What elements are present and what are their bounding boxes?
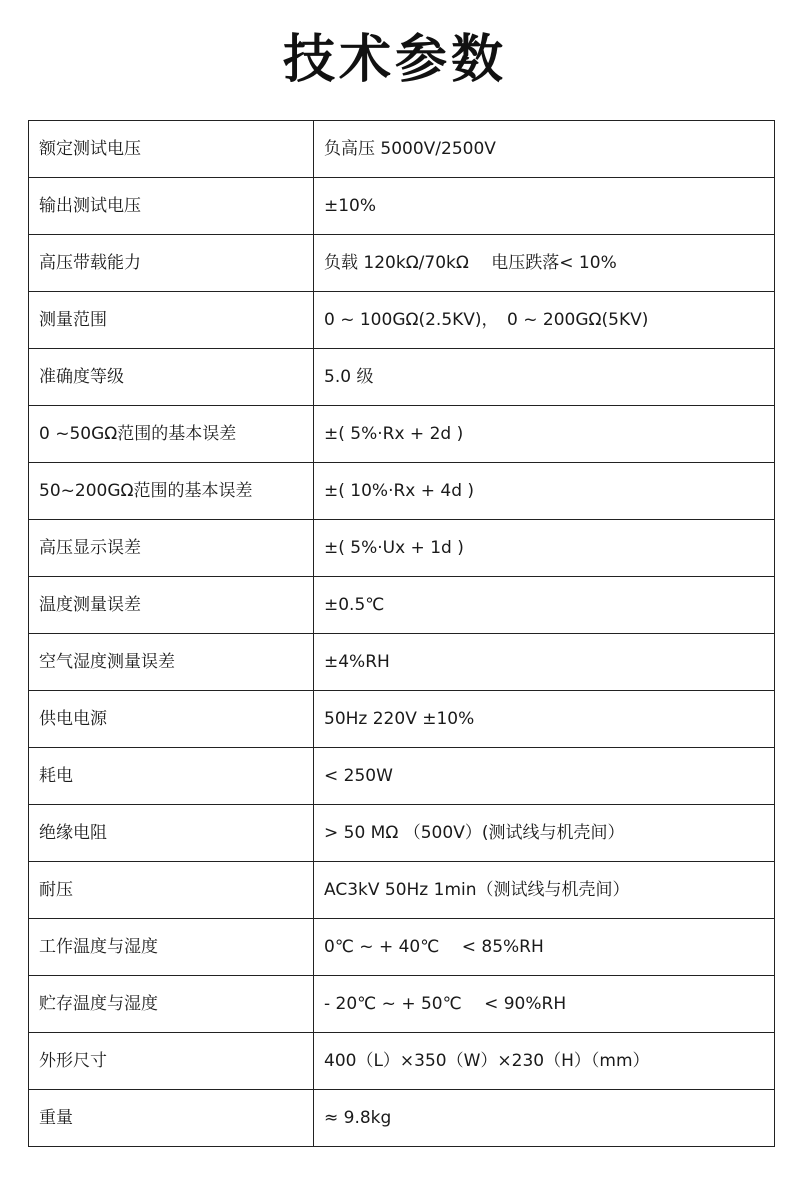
table-row bbox=[29, 691, 775, 748]
param-name: 高压带载能力 bbox=[29, 235, 314, 292]
param-name: 耐压 bbox=[29, 862, 314, 919]
param-name: 工作温度与湿度 bbox=[29, 919, 314, 976]
param-name: 耗电 bbox=[29, 748, 314, 805]
param-name: 额定测试电压 bbox=[29, 121, 314, 178]
table-row bbox=[29, 406, 775, 463]
param-name: 50~200GΩ范围的基本误差 bbox=[29, 463, 314, 520]
param-name: 0 ~50GΩ范围的基本误差 bbox=[29, 406, 314, 463]
spec-table bbox=[28, 120, 775, 1147]
param-value: ≈ 9.8kg bbox=[314, 1090, 775, 1147]
param-value: ±( 5%·Ux + 1d ) bbox=[314, 520, 775, 577]
param-value: 0℃ ~ + 40℃ < 85%RH bbox=[314, 919, 775, 976]
param-value: 负高压 5000V/2500V bbox=[314, 121, 775, 178]
param-name: 高压显示误差 bbox=[29, 520, 314, 577]
table-row bbox=[29, 235, 775, 292]
param-name: 供电电源 bbox=[29, 691, 314, 748]
table-row bbox=[29, 1033, 775, 1090]
param-value: 400（L）×350（W）×230（H）（mm） bbox=[314, 1033, 775, 1090]
param-value: 5.0 级 bbox=[314, 349, 775, 406]
param-name: 重量 bbox=[29, 1090, 314, 1147]
param-name: 贮存温度与湿度 bbox=[29, 976, 314, 1033]
table-row bbox=[29, 121, 775, 178]
param-value: 50Hz 220V ±10% bbox=[314, 691, 775, 748]
param-value: ±0.5℃ bbox=[314, 577, 775, 634]
param-value: ±( 5%·Rx + 2d ) bbox=[314, 406, 775, 463]
param-value: > 50 MΩ （500V）(测试线与机壳间） bbox=[314, 805, 775, 862]
table-row bbox=[29, 577, 775, 634]
table-row bbox=[29, 463, 775, 520]
page-title: 技术参数 bbox=[282, 30, 507, 90]
param-value: AC3kV 50Hz 1min（测试线与机壳间） bbox=[314, 862, 775, 919]
table-row bbox=[29, 862, 775, 919]
param-value: - 20℃ ~ + 50℃ < 90%RH bbox=[314, 976, 775, 1033]
param-value: 负载 120kΩ/70kΩ 电压跌落< 10% bbox=[314, 235, 775, 292]
table-row bbox=[29, 748, 775, 805]
table-row bbox=[29, 634, 775, 691]
param-value: ±( 10%·Rx + 4d ) bbox=[314, 463, 775, 520]
param-value: < 250W bbox=[314, 748, 775, 805]
table-row bbox=[29, 805, 775, 862]
table-row bbox=[29, 292, 775, 349]
table-row bbox=[29, 178, 775, 235]
table-row bbox=[29, 349, 775, 406]
param-name: 温度测量误差 bbox=[29, 577, 314, 634]
table-row bbox=[29, 976, 775, 1033]
param-value: ±4%RH bbox=[314, 634, 775, 691]
param-name: 空气湿度测量误差 bbox=[29, 634, 314, 691]
table-row bbox=[29, 919, 775, 976]
param-name: 测量范围 bbox=[29, 292, 314, 349]
table-row bbox=[29, 520, 775, 577]
param-value: 0 ~ 100GΩ(2.5KV)， 0 ~ 200GΩ(5KV) bbox=[314, 292, 775, 349]
param-value: ±10% bbox=[314, 178, 775, 235]
param-name: 输出测试电压 bbox=[29, 178, 314, 235]
param-name: 绝缘电阻 bbox=[29, 805, 314, 862]
param-name: 准确度等级 bbox=[29, 349, 314, 406]
table-row bbox=[29, 1090, 775, 1147]
param-name: 外形尺寸 bbox=[29, 1033, 314, 1090]
